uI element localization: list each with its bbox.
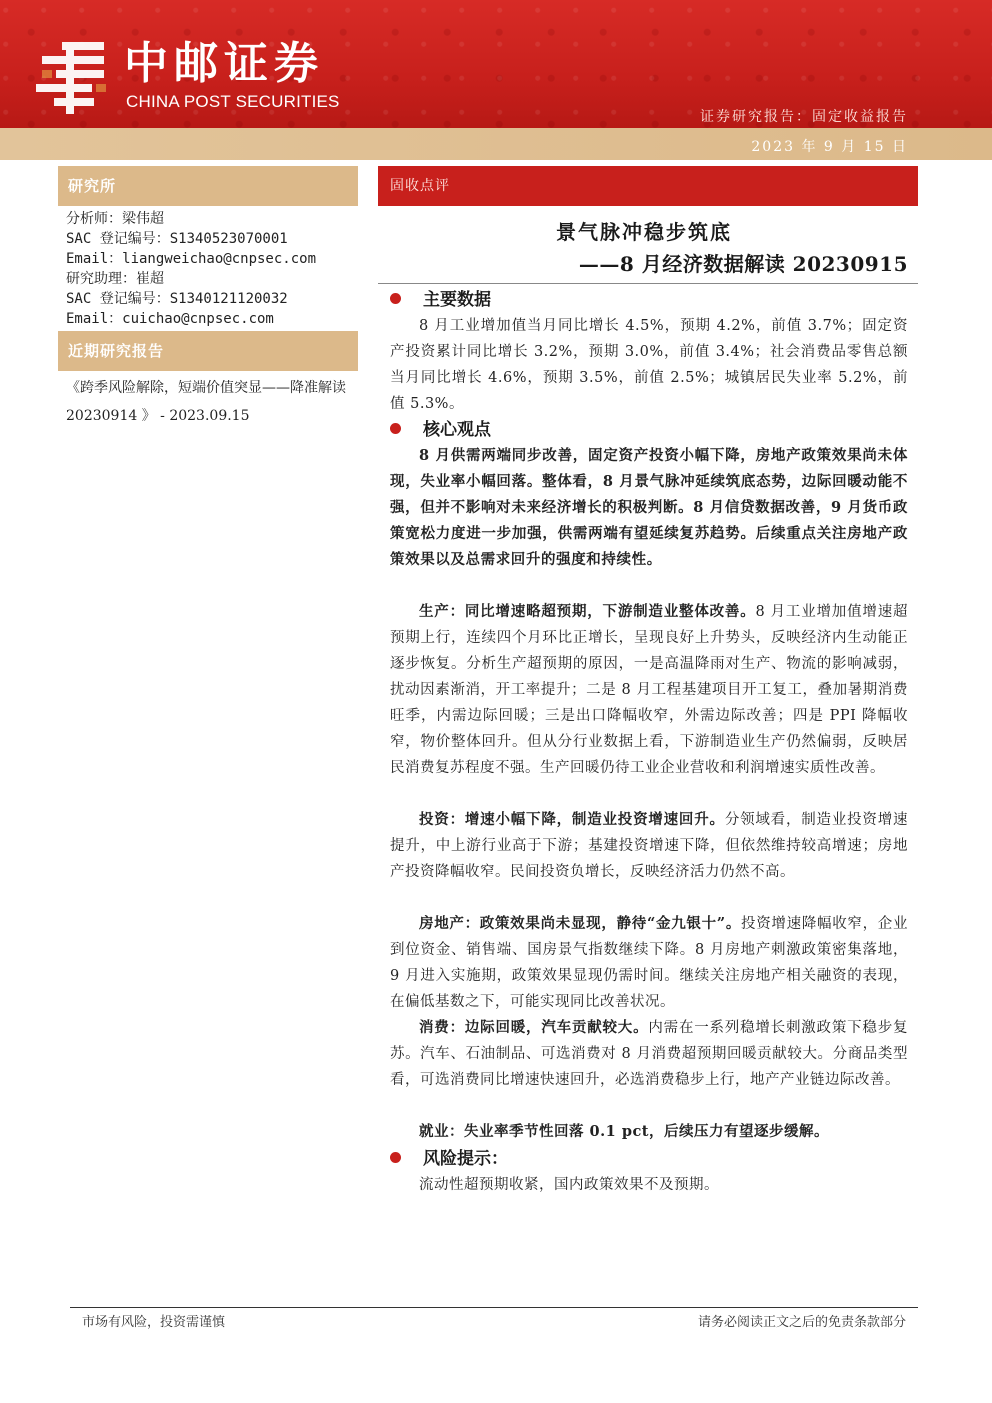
production-paragraph <box>390 599 908 781</box>
brand-name-cn: 中邮证券 <box>124 38 324 89</box>
analyst-email: Email：liangweichao@cnpsec.com <box>66 251 317 267</box>
bullet-icon <box>390 423 401 434</box>
recent-report-item: 《跨季风险解除，短端价值突显——降准解读 20230914 》 - 2023.09.15 <box>66 380 346 424</box>
assistant-name: 研究助理：崔超 <box>66 271 164 287</box>
employment-lead: 就业：失业率季节性回落 0.1 pct，后续压力有望逐步缓解。 <box>419 1123 829 1140</box>
real-estate-body: 投资增速降幅收窄，企业到位资金、销售端、国房景气指数继续下降。8 月房地产刺激政策密集落地，9 月进入实施期，政策效果显现仍需时间。继续关注房地产相关融资的表现，在偏低基数之下，可能实现同比改善状况。 <box>390 916 909 1010</box>
production-lead: 生产：同比增速略超预期，下游制造业整体改善。 <box>419 603 756 620</box>
footer-disclaimer-notice: 请务必阅读正文之后的免责条款部分 <box>697 1315 906 1330</box>
consumption-body: 内需在一系列稳增长刺激政策下稳步复苏。汽车、石油制品、可选消费对 8 月消费超预期回暖贡献较大。分商品类型看，可选消费同比增速快速回升，必选消费稳步上行，地产产业链边际改善。 <box>390 1020 909 1088</box>
assistant-email: Email：cuichao@cnpsec.com <box>66 311 274 327</box>
core-view-summary: 8 月供需两端同步改善，固定资产投资小幅下降，房地产政策效果尚未体现，失业率小幅回落。整体看，8 月景气脉冲延续筑底态势，边际回暖动能不强，但并不影响对未来经济增长的积极判断。8 月信贷数据改善，9 月货币政策宽松力度进一步加强，供需两端有望延续复苏趋势。后续重点关注房地产政策效果以及总需求回升的强度和持续性。 <box>390 447 908 568</box>
consumption-paragraph <box>390 1015 908 1093</box>
report-type-label: 证券研究报告：固定收益报告 <box>700 109 908 125</box>
analyst-info <box>66 209 358 329</box>
china-post-logo-icon <box>36 42 110 114</box>
consumption-lead: 消费：边际回暖，汽车贡献较大。 <box>419 1019 649 1036</box>
section-heading-key-data: 主要数据 <box>390 287 491 313</box>
institute-heading: 研究所 <box>58 166 358 206</box>
investment-body: 分领域看，制造业投资增速提升，中上游行业高于下游；基建投资增速下降，但依然维持较高增速；房地产投资降幅收窄。民间投资负增长，反映经济活力仍然不高。 <box>390 812 909 880</box>
report-header-banner <box>0 0 992 128</box>
real-estate-paragraph <box>390 911 908 1015</box>
investment-paragraph <box>390 807 908 885</box>
footer-risk-notice: 市场有风险，投资需谨慎 <box>82 1315 226 1330</box>
section-heading-core-view: 核心观点 <box>390 417 491 443</box>
bullet-icon <box>390 293 401 304</box>
report-date: 2023 年 9 月 15 日 <box>751 139 908 155</box>
brand-name-en: CHINA POST SECURITIES <box>126 92 340 111</box>
risk-text: 流动性超预期收紧，国内政策效果不及预期。 <box>419 1177 719 1193</box>
report-category-tag: 固收点评 <box>378 166 918 206</box>
analyst-sac-number: SAC 登记编号：S1340523070001 <box>66 231 288 247</box>
title-divider <box>378 283 918 284</box>
bullet-icon <box>390 1152 401 1163</box>
section-heading-risk: 风险提示： <box>390 1146 508 1172</box>
report-subtitle: ——8 月经济数据解读 20230915 <box>578 252 908 276</box>
footer-divider <box>70 1307 918 1308</box>
production-body: 8 月工业增加值增速超预期上行，连续四个月环比正增长，呈现良好上升势头，反映经济内生动能正逐步恢复。分析生产超预期的原因，一是高温降雨对生产、物流的影响减弱，扰动因素渐消，开工率提升；二是 8 月工程基建项目开工复工，叠加暑期消费旺季，内需边际回暖；三是出口降幅收窄，外需边际改善；四是 PPI 降幅收窄，物价整体回升。但从分行业数据上看，下游制造业生产仍然偏弱，反映居民消费复苏程度不强。生产回暖仍待工业企业营收和利润增速实质性改善。 <box>390 604 908 776</box>
report-title: 景气脉冲稳步筑底 <box>556 220 732 244</box>
key-data-text: 8 月工业增加值当月同比增长 4.5%，预期 4.2%，前值 3.7%；固定资产投资累计同比增长 3.2%，预期 3.0%，前值 3.4%；社会消费品零售总额当月同比增长 4.6%，预期 3.5%，前值 2.5%；城镇居民失业率 5.2%，前值 5.3%。 <box>390 318 908 412</box>
investment-lead: 投资：增速小幅下降，制造业投资增速回升。 <box>419 811 725 828</box>
recent-reports-heading: 近期研究报告 <box>58 331 358 371</box>
employment-paragraph <box>390 1119 908 1145</box>
real-estate-lead: 房地产：政策效果尚未显现，静待“金九银十”。 <box>419 915 742 932</box>
analyst-name: 分析师：梁伟超 <box>66 211 164 227</box>
assistant-sac-number: SAC 登记编号：S1340121120032 <box>66 291 288 307</box>
